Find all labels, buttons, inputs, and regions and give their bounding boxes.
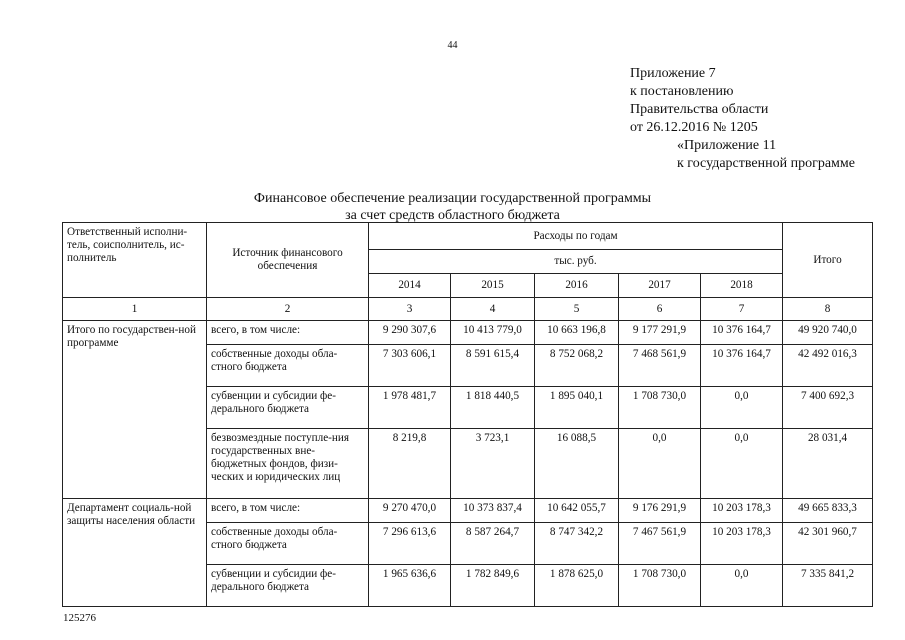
column-number: 1 bbox=[63, 298, 207, 321]
year-header: 2018 bbox=[701, 274, 783, 298]
value-cell: 0,0 bbox=[701, 565, 783, 607]
value-cell: 9 176 291,9 bbox=[619, 499, 701, 523]
value-cell: 9 290 307,6 bbox=[369, 321, 451, 345]
source-cell: субвенции и субсидии фе-дерального бюджета bbox=[207, 387, 369, 429]
column-number: 5 bbox=[535, 298, 619, 321]
value-cell: 0,0 bbox=[701, 429, 783, 499]
header-total: Итого bbox=[783, 223, 873, 298]
header-line: Приложение 7 bbox=[630, 66, 716, 81]
executor-cell: Департамент социаль-ной защиты населения области bbox=[63, 499, 207, 607]
value-cell: 1 708 730,0 bbox=[619, 565, 701, 607]
value-cell: 7 468 561,9 bbox=[619, 345, 701, 387]
value-cell: 10 203 178,3 bbox=[701, 523, 783, 565]
value-cell: 0,0 bbox=[619, 429, 701, 499]
total-cell: 42 492 016,3 bbox=[783, 345, 873, 387]
header-line: Правительства области bbox=[630, 102, 769, 117]
column-number: 2 bbox=[207, 298, 369, 321]
financing-table bbox=[62, 222, 873, 607]
source-cell: всего, в том числе: bbox=[207, 499, 369, 523]
value-cell: 8 219,8 bbox=[369, 429, 451, 499]
value-cell: 8 587 264,7 bbox=[451, 523, 535, 565]
value-cell: 7 467 561,9 bbox=[619, 523, 701, 565]
value-cell: 10 413 779,0 bbox=[451, 321, 535, 345]
year-header: 2017 bbox=[619, 274, 701, 298]
value-cell: 1 878 625,0 bbox=[535, 565, 619, 607]
total-cell: 49 920 740,0 bbox=[783, 321, 873, 345]
column-number: 7 bbox=[701, 298, 783, 321]
value-cell: 16 088,5 bbox=[535, 429, 619, 499]
value-cell: 3 723,1 bbox=[451, 429, 535, 499]
header-source: Источник финансового обеспечения bbox=[207, 223, 369, 298]
value-cell: 7 296 613,6 bbox=[369, 523, 451, 565]
column-number: 4 bbox=[451, 298, 535, 321]
header-line: к государственной программе bbox=[677, 156, 855, 171]
value-cell: 1 895 040,1 bbox=[535, 387, 619, 429]
header-line: к постановлению bbox=[630, 84, 734, 99]
value-cell: 10 203 178,3 bbox=[701, 499, 783, 523]
column-number: 6 bbox=[619, 298, 701, 321]
total-cell: 49 665 833,3 bbox=[783, 499, 873, 523]
value-cell: 8 591 615,4 bbox=[451, 345, 535, 387]
header-line: от 26.12.2016 № 1205 bbox=[630, 120, 758, 135]
title-line-2: за счет средств областного бюджета bbox=[345, 208, 560, 223]
year-header: 2016 bbox=[535, 274, 619, 298]
table-row bbox=[63, 499, 873, 523]
source-cell: собственные доходы обла-стного бюджета bbox=[207, 345, 369, 387]
value-cell: 0,0 bbox=[701, 387, 783, 429]
value-cell: 1 965 636,6 bbox=[369, 565, 451, 607]
value-cell: 8 747 342,2 bbox=[535, 523, 619, 565]
value-cell: 9 177 291,9 bbox=[619, 321, 701, 345]
value-cell: 1 782 849,6 bbox=[451, 565, 535, 607]
document-code: 125276 bbox=[63, 612, 96, 624]
total-cell: 28 031,4 bbox=[783, 429, 873, 499]
executor-cell: Итого по государствен-ной программе bbox=[63, 321, 207, 499]
page-number: 44 bbox=[447, 40, 458, 51]
table-row bbox=[63, 321, 873, 345]
total-cell: 7 335 841,2 bbox=[783, 565, 873, 607]
value-cell: 10 642 055,7 bbox=[535, 499, 619, 523]
value-cell: 9 270 470,0 bbox=[369, 499, 451, 523]
source-cell: всего, в том числе: bbox=[207, 321, 369, 345]
value-cell: 8 752 068,2 bbox=[535, 345, 619, 387]
header-line: «Приложение 11 bbox=[677, 138, 777, 153]
value-cell: 1 708 730,0 bbox=[619, 387, 701, 429]
total-cell: 42 301 960,7 bbox=[783, 523, 873, 565]
value-cell: 1 978 481,7 bbox=[369, 387, 451, 429]
title-line-1: Финансовое обеспечение реализации государственной программы bbox=[253, 191, 652, 206]
document-title bbox=[0, 190, 905, 224]
year-header: 2015 bbox=[451, 274, 535, 298]
source-cell: субвенции и субсидии фе-дерального бюджета bbox=[207, 565, 369, 607]
value-cell: 10 376 164,7 bbox=[701, 345, 783, 387]
appendix-header bbox=[630, 65, 855, 173]
value-cell: 10 663 196,8 bbox=[535, 321, 619, 345]
source-cell: собственные доходы обла-стного бюджета bbox=[207, 523, 369, 565]
header-expenses: Расходы по годам bbox=[369, 223, 783, 250]
column-number: 3 bbox=[369, 298, 451, 321]
header-responsible: Ответственный исполни-тель, соисполнитель, ис-полнитель bbox=[63, 223, 207, 298]
column-number: 8 bbox=[783, 298, 873, 321]
header-units: тыс. руб. bbox=[369, 250, 783, 274]
total-cell: 7 400 692,3 bbox=[783, 387, 873, 429]
value-cell: 7 303 606,1 bbox=[369, 345, 451, 387]
value-cell: 10 376 164,7 bbox=[701, 321, 783, 345]
source-cell: безвозмездные поступле-ния государственных вне-бюджетных фондов, физи-ческих и юридических лиц bbox=[207, 429, 369, 499]
value-cell: 1 818 440,5 bbox=[451, 387, 535, 429]
year-header: 2014 bbox=[369, 274, 451, 298]
value-cell: 10 373 837,4 bbox=[451, 499, 535, 523]
